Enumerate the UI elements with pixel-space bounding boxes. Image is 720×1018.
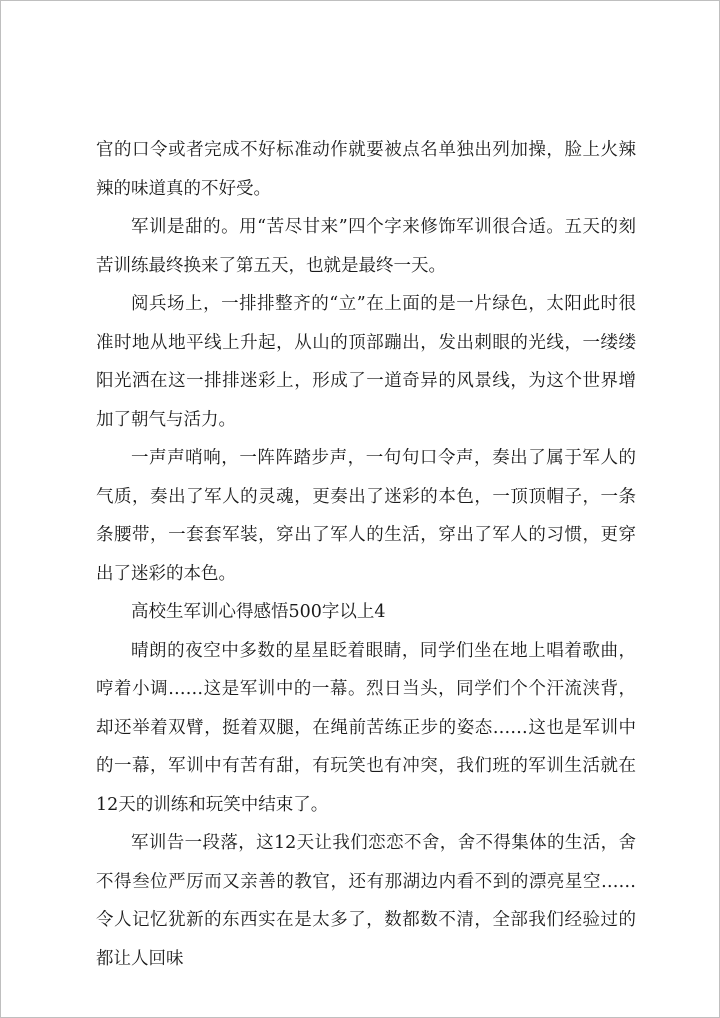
paragraph-farewell: 军训告一段落，这12天让我们恋恋不舍，舍不得集体的生活，舍不得叁位严厉而又亲善的教官，还有那湖边内看不到的漂亮星空……令人记忆犹新的东西实在是太多了，数都数不清，全部我们经验过的都让人回味 (96, 833, 636, 969)
paragraph-training-sweet: 军训是甜的。用“苦尽甘来”四个字来修饰军训很合适。五天的刻苦训练最终换来了第五天，也就是最终一天。 (96, 217, 636, 276)
section-heading: 高校生军训心得感悟500字以上4 (131, 602, 386, 622)
paragraph-parade-ground: 阅兵场上，一排排整齐的“立”在上面的是一片绿色，太阳此时很准时地从地平线上升起，从山的顶部蹦出，发出刺眼的光线，一缕缕阳光洒在这一排排迷彩上，形成了一道奇异的风景线，为这个世界增加了朝气与活力。 (96, 294, 636, 430)
document-body (96, 131, 636, 978)
paragraph-soldier-spirit: 一声声哨响，一阵阵踏步声，一句句口令声，奏出了属于军人的气质，奏出了军人的灵魂，更奏出了迷彩的本色，一顶顶帽子，一条条腰带，一套套军装，穿出了军人的生活，穿出了军人的习惯，更穿出了迷彩的本色。 (96, 448, 636, 584)
paragraph-night-sky: 晴朗的夜空中多数的星星眨着眼睛，同学们坐在地上唱着歌曲，哼着小调……这是军训中的一幕。烈日当头，同学们个个汗流浃背，却还举着双臂，挺着双腿，在绳前苦练正步的姿态……这也是军训中的一幕，军训中有苦有甜，有玩笑也有冲突，我们班的军训生活就在12天的训练和玩笑中结束了。 (96, 640, 636, 815)
paragraph-continuation: 官的口令或者完成不好标准动作就要被点名单独出列加操，脸上火辣辣的味道真的不好受。 (96, 140, 636, 199)
